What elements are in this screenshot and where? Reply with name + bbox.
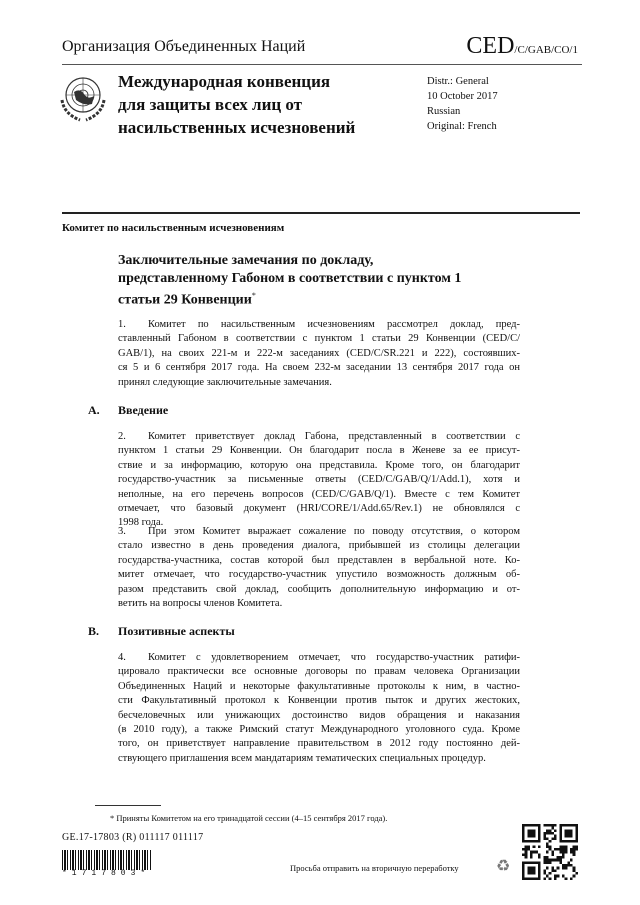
paragraph-text: Комитет по насильственным исчезновениям рассмотрел доклад, пред- [148, 319, 520, 330]
footnote-rule [95, 805, 161, 806]
paragraph-line: ствующего приглашения всем мандатариям тематических специальных процедур. [118, 752, 486, 764]
paragraph-line: Объединенных Наций и некоторые факультативные протоколы к ним, в частно- [118, 680, 520, 692]
barcode-number: *1717803* [62, 869, 151, 878]
barcode [62, 850, 152, 870]
paragraph-line: отмечает, что базовый документ (HRI/CORE/1/Add.65/Rev.1) не обновлялся с [118, 503, 520, 515]
section-letter: A. [88, 403, 100, 417]
distr-original: Original: French [427, 121, 497, 132]
paragraph-line: ся 5 и 6 сентября 2017 года. На своем 232-м заседании 13 сентября 2017 года он [118, 362, 520, 374]
paragraph-line: GAB/1), на своих 221-м и 222-м заседаниях (CED/C/SR.221 и 222), состоявших- [118, 347, 520, 359]
title-line: для защиты всех лиц от [118, 95, 303, 114]
paragraph-line: неполные, на его перечень вопросов (CED/C/GAB/Q/1). Вместе с тем Комитет [118, 488, 520, 500]
paragraph-line: сти Факультативный протокол к Конвенции против пыток и других жестоких, [118, 695, 520, 707]
document-symbol [466, 33, 578, 60]
un-emblem-icon [56, 70, 110, 124]
paragraph-text: Комитет с удовлетворением отмечает, что государство-участник ратифи- [148, 652, 520, 663]
paragraph-line [118, 525, 520, 539]
paragraph-line: разом представить свой доклад, сообщить дополнительную информацию и от- [118, 583, 520, 595]
paragraph-line: государство-участник за письменные ответы (CED/C/GAB/Q/1/Add.1), хотя и [118, 474, 520, 486]
paragraph-line: пунктом 1 статьи 29 Конвенции. Он благодарит посла в Женеве за ее присут- [118, 445, 520, 457]
paragraph-line: 1998 года. [118, 517, 164, 529]
paragraph-line: (в 2010 году), а также Римский статут Международного уголовного суда. Кроме [118, 724, 520, 736]
footnote-mark[interactable]: * [251, 291, 256, 300]
recycle-icon: ♻ [496, 858, 511, 875]
paragraph-line: цировало практически все основные договоры по правам человека Организации [118, 666, 520, 678]
paragraph-number: 1. [118, 319, 126, 330]
job-number: GE.17-17803 (R) 011117 011117 [62, 832, 204, 843]
symbol-sub: /C/GAB/CO/1 [514, 44, 578, 56]
distr-date: 10 October 2017 [427, 91, 498, 102]
paragraph-line: принял следующие заключительные замечания. [118, 376, 332, 388]
distr-line: Distr.: General [427, 76, 489, 87]
distribution-info [427, 74, 498, 134]
title-line: насильственных исчезновений [118, 118, 356, 137]
section-a-heading [88, 403, 168, 418]
footnote: * Приняты Комитетом на его тринадцатой сессии (4–15 сентября 2017 года). [110, 813, 388, 823]
paragraph-line: бесчеловечных или унижающих достоинство видов обращения и наказания [118, 709, 520, 721]
convention-title [118, 70, 355, 139]
paragraph-2 [118, 430, 520, 531]
paragraph-line [118, 430, 520, 444]
paragraph-number: 2. [118, 431, 126, 442]
section-title: Позитивные аспекты [118, 624, 235, 638]
organization-name: Организация Объединенных Наций [62, 38, 306, 55]
section-title: Введение [118, 403, 169, 417]
document-heading [118, 252, 518, 309]
thick-rule [62, 212, 580, 214]
paragraph-1 [118, 318, 520, 390]
paragraph-line: стало известно в день проведения диалога, прибывшей из столицы делегации [118, 540, 520, 552]
paragraph-line: ставленный Габоном в соответствии с пунктом 1 статьи 29 Конвенции (CED/C/ [118, 333, 520, 345]
paragraph-4 [118, 651, 520, 766]
paragraph-number: 3. [118, 526, 126, 537]
qr-code [522, 824, 578, 880]
header-rule [62, 64, 582, 65]
paragraph-number: 4. [118, 652, 126, 663]
heading-line: Заключительные замечания по докладу, [118, 253, 374, 268]
paragraph-line [118, 651, 520, 665]
paragraph-line: ветить на вопросы членов Комитета. [118, 598, 283, 610]
section-b-heading [88, 624, 235, 639]
symbol-main: CED [466, 33, 515, 59]
paragraph-text: При этом Комитет выражает сожаление по поводу отсутствия, о котором [148, 526, 520, 537]
title-line: Международная конвенция [118, 72, 331, 91]
paragraph-line: государства-участника, состав которой был представлен в вербальной ноте. Ко- [118, 554, 520, 566]
committee-name: Комитет по насильственным исчезновениям [62, 222, 285, 234]
paragraph-text: Комитет приветствует доклад Габона, представленный в соответствии с [148, 431, 520, 442]
paragraph-line: ствие и за информацию, которую она представила. Кроме того, он благодарит [118, 459, 520, 471]
heading-line: статьи 29 Конвенции [118, 292, 252, 308]
recycle-notice: Просьба отправить на вторичную переработку [290, 863, 459, 873]
paragraph-3 [118, 525, 520, 611]
paragraph-line: того, он приветствует направление правительством в 2012 году постоянно дей- [118, 738, 520, 750]
heading-line: представленному Габоном в соответствии с пунктом 1 [118, 270, 462, 286]
paragraph-line [118, 318, 520, 332]
section-letter: B. [88, 624, 100, 638]
paragraph-line: митет отмечает, что государство-участник упустило возможность должным об- [118, 569, 520, 581]
distr-language: Russian [427, 106, 461, 117]
